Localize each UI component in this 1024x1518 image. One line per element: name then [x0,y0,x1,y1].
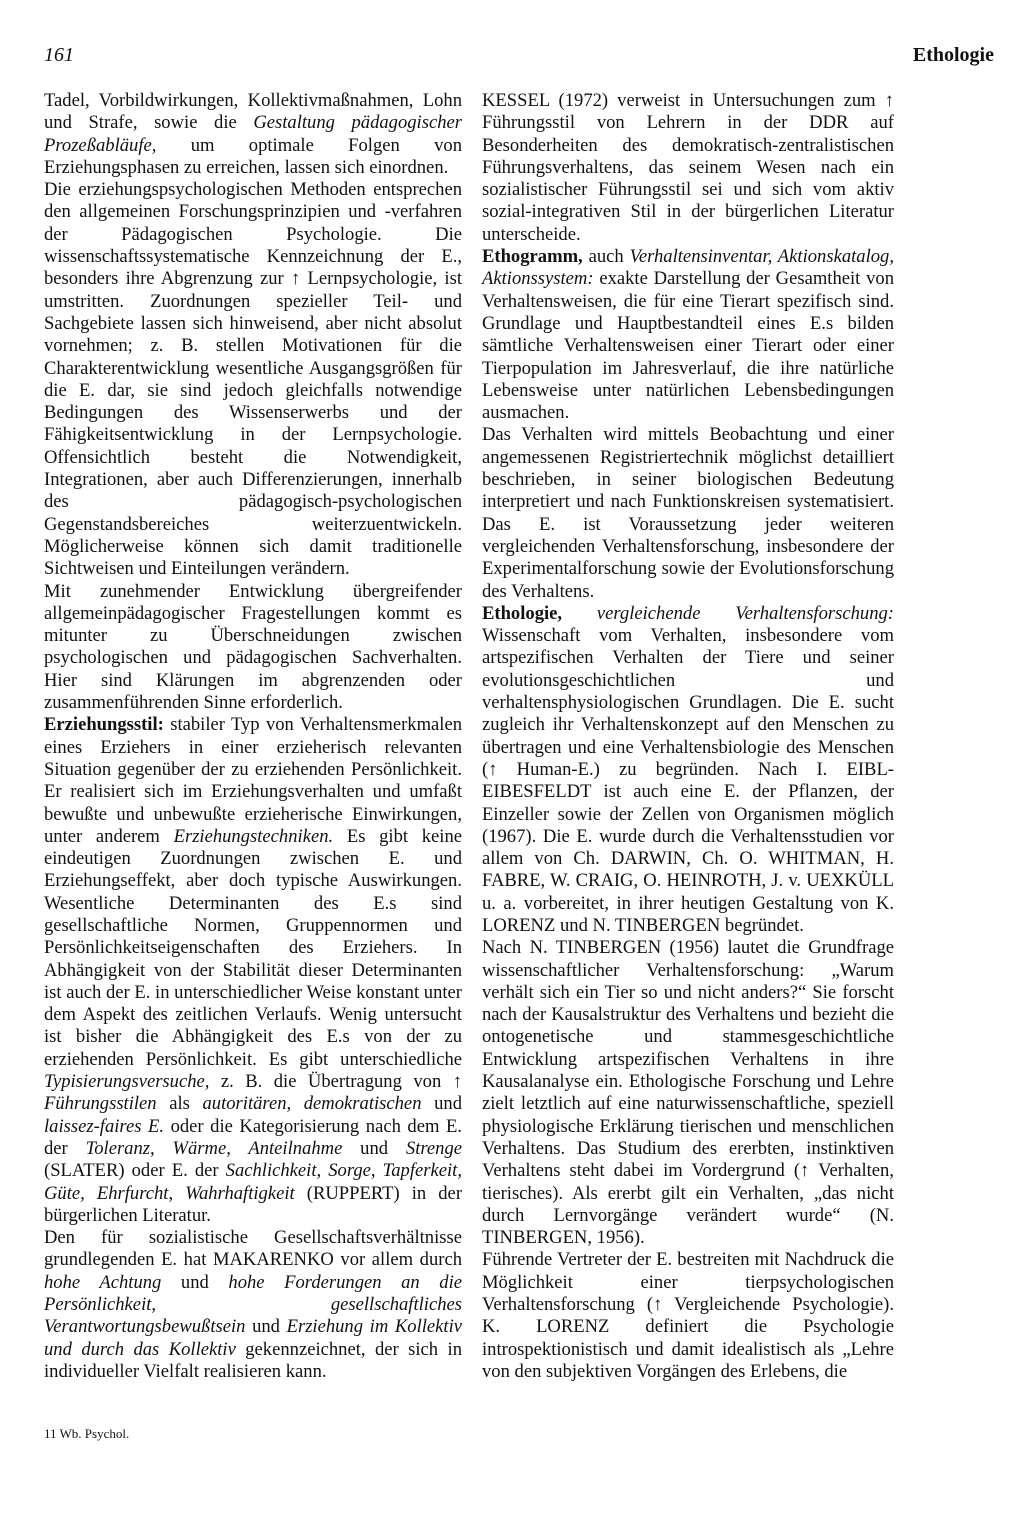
entry-ethogramm: Ethogramm, auch Verhaltensinventar, Aktionskatalog, Aktionssystem: exakte Darstellung der Gesamtheit von Verhaltensweisen, die für eine Tierart spezifisch sind. Grundlage und Hauptbestandteil eines E.s bilden sämtliche Verhaltensweisen einer Tierart oder einer Tierpopulation im Jahresverlauf, die ihre natürliche Lebensweise unter natürlichen Lebensbedingungen ausmachen. [482,246,894,424]
paragraph: Nach N. TINBERGEN (1956) lautet die Grundfrage wissenschaftlicher Verhaltensforschung: „Warum verhält sich ein Tier so und nicht anders?“ Sie forscht nach der Kausalstruktur des Verhaltens und bezieht die ontogenetische und stammesgeschichtliche Entwicklung artspezifischen Verhaltens in ihre Kausalanalyse ein. Ethologische Forschung und Lehre zielt letztlich auf eine naturwissenschaftliche, speziell physiologische Erklärung tierischen und menschlichen Verhaltens. Das Studium des ererbten, instinktiven Verhaltens steht dabei im Vordergrund (↑ Verhalten, tierisches). Als ererbt gilt ein Verhalten, „das nicht durch Lernvorgänge verändert wurde“ (N. TINBERGEN, 1956). [482,937,894,1249]
paragraph: KESSEL (1972) verweist in Untersuchungen zum ↑ Führungsstil von Lehrern in der DDR auf Besonderheiten des demokratisch-zentralistischen Führungsverhaltens, das seinem Wesen nach ein sozialistischer Führungsstil sei und sich vom aktiv sozial-integrativen Stil in der bürgerlichen Literatur unterscheide. [482,90,894,245]
paragraph: Mit zunehmender Entwicklung übergreifender allgemeinpädagogischer Fragestellungen kommt es mitunter zu Überschneidungen zwischen psychologischen und pädagogischen Sachverhalten. Hier sind Klärungen im abgrenzenden oder zusammenführenden Sinne erforderlich. [44,580,462,714]
entry-term: Ethologie, [482,602,563,624]
entry-term: Ethogramm, [482,246,583,268]
left-column [44,90,462,1383]
entry-ethologie: Ethologie, vergleichende Verhaltensforschung: Wissenschaft vom Verhalten, insbesondere vom artspezifischen Verhalten der Tiere und seiner evolutionsgeschichtlichen und verhaltensphysiologischen Grundlagen. Die E. sucht zugleich ihr Verhaltenskonzept auf den Menschen zu übertragen und eine Verhaltensbiologie des Menschen (↑ Human-E.) zu begründen. Nach I. EIBL-EIBESFELDT ist auch eine E. der Pflanzen, der Einzeller sowie der Zellen von Organismen möglich (1967). Die E. wurde durch die Verhaltensstudien vor allem von Ch. DARWIN, Ch. O. WHITMAN, H. FABRE, W. CRAIG, O. HEINROTH, J. v. UEXKÜLL u. a. vorbereitet, in ihrer heutigen Gestaltung von K. LORENZ und N. TINBERGEN begründet. [482,602,894,936]
paragraph: Den für sozialistische Gesellschaftsverhältnisse grundlegenden E. hat MAKARENKO vor allem durch hohe Achtung und hohe Forderungen an die Persönlichkeit, gesellschaftliches Verantwortungsbewußtsein und Erziehung im Kollektiv und durch das Kollektiv gekennzeichnet, der sich in individueller Vielfalt realisieren kann. [44,1227,463,1382]
entry-term: Erziehungsstil: [44,714,164,736]
running-head: Ethologie [912,44,994,66]
entry-erziehungsstil: Erziehungsstil: stabiler Typ von Verhaltensmerkmalen eines Erziehers in einer erzieherisch relevanten Situation gegenüber der zu erziehenden Persönlichkeit. Er realisiert sich im Erziehungsverhalten und umfaßt bewußte und unbewußte erzieherische Einwirkungen, unter anderem Erziehungstechniken. Es gibt keine eindeutigen Zuordnungen zwischen E. und Erziehungseffekt, aber doch typische Auswirkungen. Wesentliche Determinanten des E.s sind gesellschaftliche Normen, Gruppennormen und Persönlichkeitseigenschaften des Erziehers. In Abhängigkeit von der Stabilität dieser Determinanten ist auch der E. in unterschiedlicher Weise konstant unter dem Aspekt des zeitlichen Verlaufs. Wenig untersucht ist bisher die Abhängigkeit des E.s von der zu erziehenden Persönlichkeit. Es gibt unterschiedliche Typisierungsversuche, z. B. die Übertragung von ↑ Führungsstilen als autoritären, demokratischen und laissez-faires E. oder die Kategorisierung nach dem E. der Toleranz, Wärme, Anteilnahme und Strenge (SLATER) oder E. der Sachlichkeit, Sorge, Tapferkeit, Güte, Ehrfurcht, Wahrhaftigkeit (RUPPERT) in der bürgerlichen Literatur. [44,714,463,1226]
footer-signature: 11 Wb. Psychol. [44,1426,130,1441]
paragraph: Das Verhalten wird mittels Beobachtung und einer angemessenen Registriertechnik möglichst detailliert beschrieben, in seiner biologischen Bedeutung interpretiert und nach Funktionskreisen systematisiert. Das E. ist Voraussetzung jeder weiteren vergleichenden Verhaltensforschung, insbesondere der Experimentalforschung sowie der Evolutionsforschung des Verhaltens. [482,424,894,602]
paragraph: Tadel, Vorbildwirkungen, Kollektivmaßnahmen, Lohn und Strafe, sowie die Gestaltung pädagogischer Prozeßabläufe, um optimale Folgen von Erziehungsphasen zu erreichen, lassen sich einordnen. [44,90,462,178]
paragraph: Führende Vertreter der E. bestreiten mit Nachdruck die Möglichkeit einer tierpsychologischen Verhaltensforschung (↑ Vergleichende Psychologie). K. LORENZ definiert die Psychologie introspektionistisch und damit idealistisch als „Lehre von den subjektiven Vorgängen des Erlebens, die [482,1249,894,1382]
page-number: 161 [44,44,74,66]
right-column [482,90,894,1383]
paragraph: Die erziehungspsychologischen Methoden entsprechen den allgemeinen Forschungsprinzipien und -verfahren der Pädagogischen Psychologie. Die wissenschaftssystematische Kennzeichnung der E., besonders ihre Abgrenzung zur ↑ Lernpsychologie, ist umstritten. Zuordnungen spezieller Teil- und Sachgebiete lassen sich hinweisend, aber nicht absolut vornehmen; z. B. stellen Motivationen für die Charakterentwicklung wesentliche Ausgangsgrößen für die E. dar, sie sind jedoch gleichfalls notwendige Bedingungen des Wissenserwerbs und der Fähigkeitsentwicklung in der Lernpsychologie. Offensichtlich besteht die Notwendigkeit, Integrationen, aber auch Differenzierungen, innerhalb des pädagogisch-psychologischen Gegenstandsbereiches weiterzuentwickeln. Möglicherweise können sich damit traditionelle Sichtweisen und Einteilungen verändern. [44,179,462,580]
